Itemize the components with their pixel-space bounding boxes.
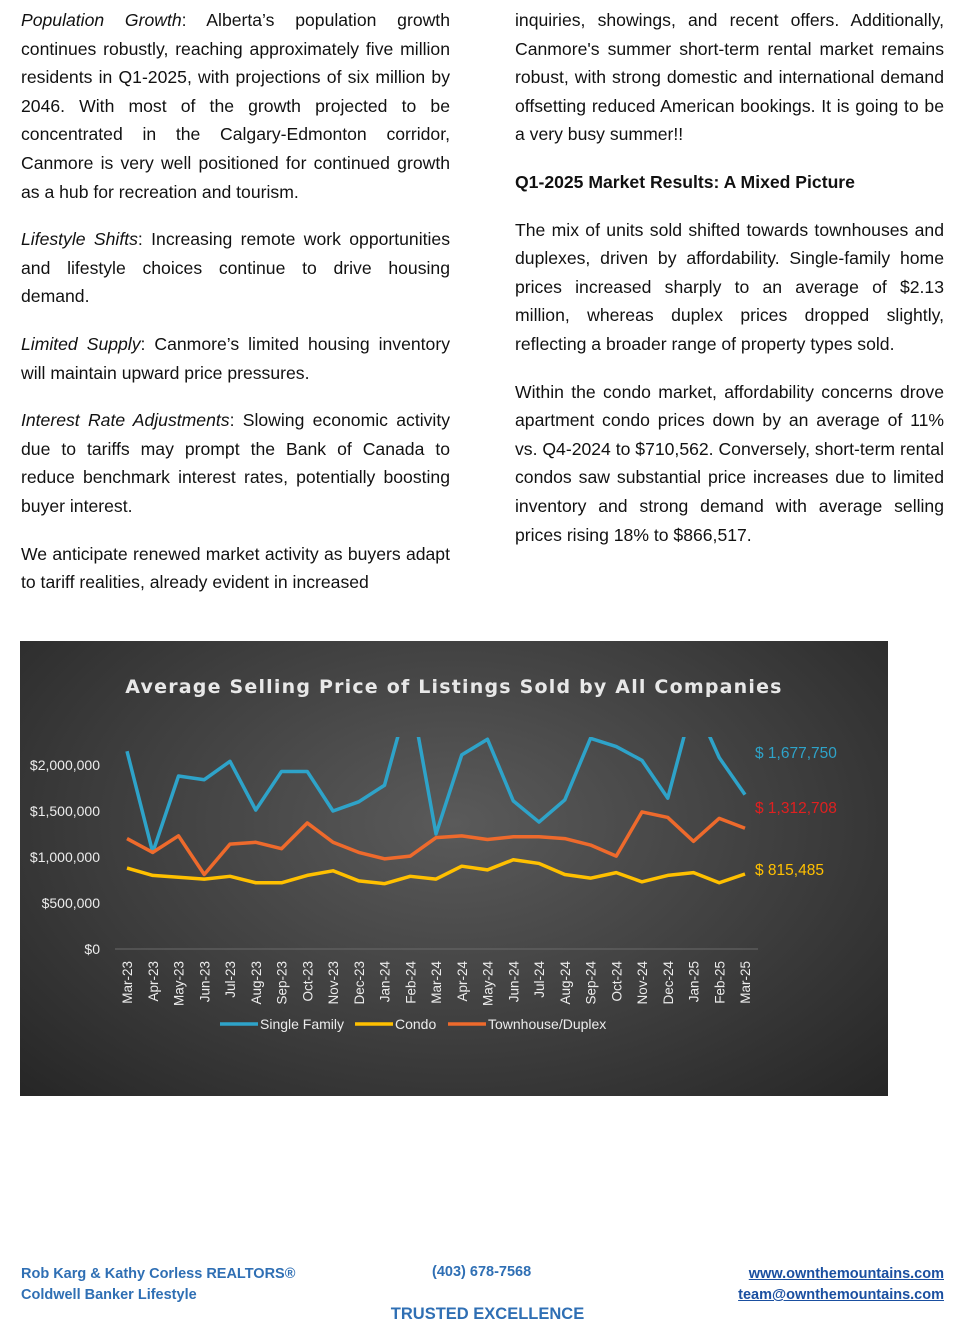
price-chart-svg xyxy=(20,641,888,1096)
paragraph-limited-supply xyxy=(21,330,450,387)
x-tick-label: Jun-24 xyxy=(506,961,522,1003)
x-tick-label: May-23 xyxy=(171,961,187,1007)
x-tick-label: Dec-24 xyxy=(660,961,676,1005)
y-tick-label: $2,000,000 xyxy=(29,757,100,773)
term-lifestyle-shifts: Lifestyle Shifts xyxy=(21,229,138,250)
right-text-column xyxy=(515,6,944,568)
agent-names: Rob Karg & Kathy Corless REALTORS® xyxy=(21,1266,296,1282)
x-tick-label: Feb-25 xyxy=(712,961,728,1004)
price-chart xyxy=(20,641,888,1096)
brokerage-name: Coldwell Banker Lifestyle xyxy=(21,1287,197,1303)
paragraph-condo-market: Within the condo market, affordability concerns drove apartment condo prices down by an average of 11% vs. Q4-2024 to $710,562. Conversely, short-term rental condos saw substantial price increases due to limited inventory and strong demand with average selling prices rising 18% to $866,517. xyxy=(515,381,944,545)
footer-phone: (403) 678-7568 xyxy=(432,1264,532,1280)
footer-agents xyxy=(21,1264,295,1306)
x-tick-label: Aug-23 xyxy=(248,961,264,1005)
paragraph-population-growth xyxy=(21,6,450,206)
text-population-growth: : Alberta’s population growth continues robustly, reaching approximately five million residents in Q1-2025, with projections of six million by 2046. With most of the growth projected to be concentrated in the Calgary-Edmonton corridor, Canmore is very well positioned for continued growth as a hub for recreation and tourism. xyxy=(21,10,450,202)
x-tick-label: Sep-24 xyxy=(583,961,599,1005)
website-link[interactable]: www.ownthemountains.com xyxy=(748,1266,944,1282)
x-tick-label: Jul-24 xyxy=(532,961,547,998)
end-label-single-family: $ 1,677,750 xyxy=(755,745,837,762)
legend-label-single-family: Single Family xyxy=(260,1016,345,1032)
x-tick-label: Dec-23 xyxy=(351,961,367,1005)
y-tick-label: $1,500,000 xyxy=(29,803,100,819)
x-tick-label: Jul-23 xyxy=(223,961,238,998)
paragraph-unit-mix: The mix of units sold shifted towards townhouses and duplexes, driven by affordability. Single-family home prices increased sharply to an average of $2.13 million, whereas duplex prices dropped slightly, reflecting a broader range of property types sold. xyxy=(515,219,944,354)
x-tick-label: Apr-24 xyxy=(454,961,470,1002)
x-tick-label: Sep-23 xyxy=(274,961,290,1005)
series-line-single-family xyxy=(127,691,745,852)
x-tick-label: Mar-23 xyxy=(120,961,135,1004)
x-tick-label: May-24 xyxy=(480,961,496,1007)
chart-title: Average Selling Price of Listings Sold by All Companies xyxy=(125,676,783,698)
section-heading: Q1-2025 Market Results: A Mixed Picture xyxy=(515,171,855,192)
x-tick-label: Jan-25 xyxy=(686,961,702,1003)
x-tick-label: Apr-23 xyxy=(145,961,161,1002)
term-interest-rate: Interest Rate Adjustments xyxy=(21,410,230,431)
paragraph-anticipate: We anticipate renewed market activity as buyers adapt to tariff realities, already evident in increased xyxy=(21,543,450,593)
y-tick-label: $0 xyxy=(84,941,100,957)
legend-label-townhouse-duplex: Townhouse/Duplex xyxy=(488,1016,607,1032)
footer-contact xyxy=(738,1264,944,1306)
text-lifestyle-shifts: : Increasing remote work opportunities and lifestyle choices continue to drive housing demand. xyxy=(21,229,451,307)
x-tick-label: Jan-24 xyxy=(377,961,393,1003)
end-label-condo: $ 815,485 xyxy=(755,862,824,879)
left-text-column xyxy=(21,6,450,616)
x-tick-label: Oct-23 xyxy=(300,961,316,1002)
x-tick-label: Nov-24 xyxy=(635,961,650,1005)
x-tick-label: Aug-24 xyxy=(557,961,573,1005)
x-tick-label: Mar-24 xyxy=(429,961,444,1004)
paragraph-interest-rate xyxy=(21,406,450,520)
email-link[interactable]: team@ownthemountains.com xyxy=(738,1287,944,1303)
legend-label-condo: Condo xyxy=(395,1016,437,1032)
text-interest-rate: : Slowing economic activity due to tariffs may prompt the Bank of Canada to reduce benchmark interest rates, potentially boosting buyer interest. xyxy=(21,410,451,516)
term-limited-supply: Limited Supply xyxy=(21,333,141,354)
end-label-townhouse-duplex: $ 1,312,708 xyxy=(755,800,837,817)
x-tick-label: Nov-23 xyxy=(326,961,341,1005)
term-population-growth: Population Growth xyxy=(21,10,182,30)
x-tick-label: Feb-24 xyxy=(403,961,419,1004)
series-line-condo xyxy=(127,860,745,884)
x-tick-label: Mar-25 xyxy=(738,961,753,1004)
paragraph-lifestyle-shifts xyxy=(21,225,450,311)
tagline: TRUSTED EXCELLENCE xyxy=(390,1305,585,1323)
paragraph-inquiries: inquiries, showings, and recent offers. Additionally, Canmore's summer short-term rental market remains robust, with strong domestic and international demand offsetting reduced American bookings. It is going to be a very busy summer!! xyxy=(515,10,944,145)
x-tick-label: Jun-23 xyxy=(197,961,213,1003)
series-line-townhouse-duplex xyxy=(127,812,745,875)
y-tick-label: $1,000,000 xyxy=(29,849,100,865)
text-limited-supply: : Canmore’s limited housing inventory will maintain upward price pressures. xyxy=(21,333,450,383)
x-tick-label: Oct-24 xyxy=(609,961,625,1002)
y-tick-label: $500,000 xyxy=(41,895,100,911)
